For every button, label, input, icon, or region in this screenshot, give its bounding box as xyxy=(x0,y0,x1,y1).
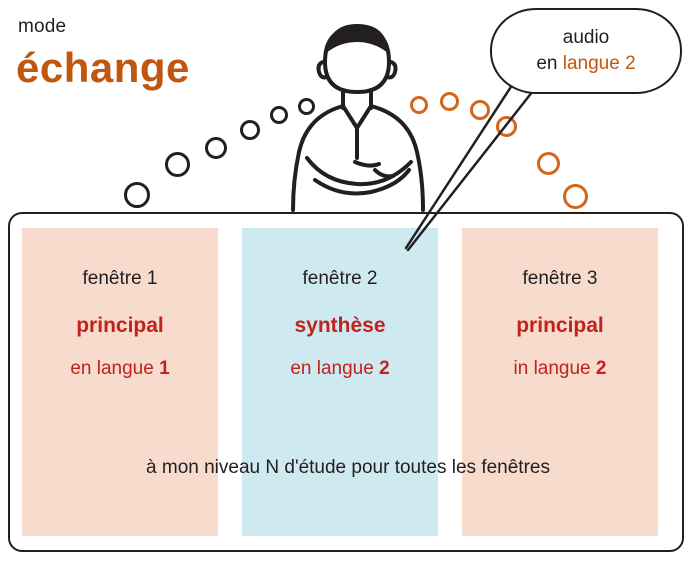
bubble-dot xyxy=(270,106,288,124)
window-2-role: synthèse xyxy=(294,314,386,337)
window-column-2[interactable] xyxy=(242,228,438,536)
window-2-language xyxy=(242,358,438,380)
balloon-line2-accent: langue 2 xyxy=(562,53,636,74)
bubble-dot xyxy=(537,152,560,175)
balloon-line2-prefix: en xyxy=(536,53,563,74)
windows-panel xyxy=(8,212,684,552)
window-2-language-prefix: en langue xyxy=(290,358,380,379)
speech-balloon xyxy=(490,8,682,94)
bubble-dot xyxy=(410,96,428,114)
window-3-title: fenêtre 3 xyxy=(522,268,598,289)
window-1-language xyxy=(22,358,218,380)
window-1-role: principal xyxy=(76,314,164,337)
bubble-dot xyxy=(124,182,150,208)
balloon-line-audio: audio xyxy=(562,27,610,48)
window-column-1[interactable] xyxy=(22,228,218,536)
bubble-dot xyxy=(240,120,260,140)
window-3-role: principal xyxy=(516,314,604,337)
bubble-dot xyxy=(298,98,315,115)
window-2-title: fenêtre 2 xyxy=(302,268,378,289)
bubble-dot xyxy=(470,100,490,120)
panel-footnote: à mon niveau N d'étude pour toutes les fenêtres xyxy=(146,457,550,478)
bubble-dot xyxy=(205,137,227,159)
window-1-language-number: 1 xyxy=(159,358,170,379)
window-3-language-number: 2 xyxy=(595,358,607,379)
window-1-title: fenêtre 1 xyxy=(82,268,158,289)
bubble-dot xyxy=(440,92,459,111)
window-3-language xyxy=(462,358,658,380)
window-2-language-number: 2 xyxy=(379,358,390,379)
bubble-dot xyxy=(563,184,588,209)
mode-title: échange xyxy=(16,44,190,91)
window-3-language-prefix: in langue xyxy=(513,358,596,379)
balloon-line-language xyxy=(536,53,635,75)
window-column-3[interactable] xyxy=(462,228,658,536)
bubble-dot xyxy=(496,116,517,137)
mode-label: mode xyxy=(18,16,67,37)
bubble-dot xyxy=(165,152,190,177)
window-1-language-prefix: en langue xyxy=(70,358,160,379)
